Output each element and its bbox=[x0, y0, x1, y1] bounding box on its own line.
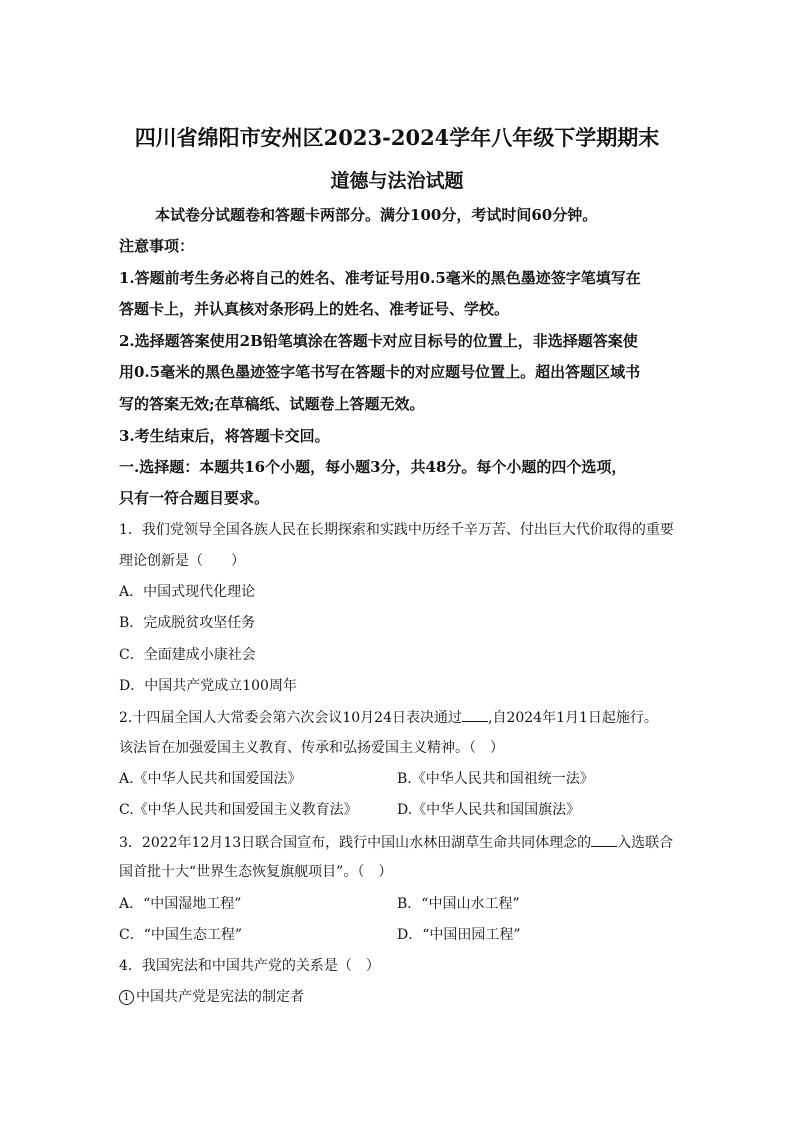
question-1-option-b: B．完成脱贫攻坚任务 bbox=[119, 615, 256, 631]
question-2-stem bbox=[119, 707, 658, 728]
question-4-item bbox=[119, 987, 304, 1007]
circled-number: 1 bbox=[119, 990, 134, 1005]
question-3-stem: 国首批十大“世界生态恢复旗舰项目”。（ ） bbox=[119, 864, 393, 880]
question-1-stem: 1．我们党领导全国各族人民在长期探索和实践中历经千辛万苦、付出巨大代价取得的重要 bbox=[119, 522, 674, 538]
question-3-option-c: C．“中国生态工程” bbox=[119, 927, 243, 943]
question-1-option-c: C．全面建成小康社会 bbox=[119, 647, 256, 663]
notice-line: 写的答案无效;在草稿纸、试题卷上答题无效。 bbox=[119, 395, 425, 413]
exam-subtitle: 道德与法治试题 bbox=[330, 170, 464, 192]
question-3-stem-part: 入选联合 bbox=[617, 835, 674, 851]
question-3-option-a: A．“中国湿地工程” bbox=[119, 896, 242, 912]
notice-line: 用0.5毫米的黑色墨迹签字笔书写在答题卡的对应题号位置上。超出答题区域书 bbox=[119, 363, 641, 381]
notice-heading: 注意事项： bbox=[119, 237, 195, 255]
section-heading: 一.选择题：本题共16个小题，每小题3分，共48分。每个小题的四个选项， bbox=[119, 458, 627, 476]
question-2-stem-part: ,自2024年1月1日起施行。 bbox=[488, 710, 658, 726]
question-1-option-d: D．中国共产党成立100周年 bbox=[119, 678, 297, 694]
section-heading: 只有一符合题目要求。 bbox=[119, 489, 270, 507]
question-2-stem: 该法旨在加强爱国主义教育、传承和弘扬爱国主义精神。（ ） bbox=[119, 740, 504, 756]
question-1-stem: 理论创新是（ ） bbox=[119, 553, 245, 569]
answer-blank bbox=[462, 707, 488, 722]
question-3-stem bbox=[119, 832, 673, 853]
notice-line: 2.选择题答案使用2B铅笔填涂在答题卡对应目标号的位置上，非选择题答案使 bbox=[119, 332, 638, 350]
notice-line: 3.考生结束后，将答题卡交回。 bbox=[119, 427, 330, 445]
exam-title: 四川省绵阳市安州区2023-2024学年八年级下学期期末 bbox=[134, 125, 660, 150]
intro-text: 本试卷分试题卷和答题卡两部分。满分100分，考试时间60分钟。 bbox=[155, 206, 598, 224]
question-2-option-a: A.《中华人民共和国爱国法》 bbox=[119, 771, 302, 787]
question-2-option-c: C.《中华人民共和国爱国主义教育法》 bbox=[119, 802, 358, 818]
question-3-option-b: B．“中国山水工程” bbox=[397, 896, 520, 912]
notice-line: 1.答题前考生务必将自己的姓名、准考证号用0.5毫米的黑色墨迹签字笔填写在 bbox=[119, 269, 641, 287]
question-2-option-d: D.《中华人民共和国国旗法》 bbox=[397, 802, 581, 818]
question-3-stem-part: 3．2022年12月13日联合国宣布，践行中国山水林田湖草生命共同体理念的 bbox=[119, 835, 592, 851]
question-2-stem-part: 2.十四届全国人大常委会第六次会议10月24日表决通过 bbox=[119, 710, 462, 726]
question-4-stem: 4．我国宪法和中国共产党的关系是（ ） bbox=[119, 958, 380, 974]
answer-blank bbox=[591, 832, 617, 847]
question-1-option-a: A．中国式现代化理论 bbox=[119, 584, 256, 600]
question-2-option-b: B.《中华人民共和国祖统一法》 bbox=[397, 771, 594, 787]
notice-line: 答题卡上，并认真核对条形码上的姓名、准考证号、学校。 bbox=[119, 300, 510, 318]
question-3-option-d: D．“中国田园工程” bbox=[397, 927, 521, 943]
question-4-item-text: 中国共产党是宪法的制定者 bbox=[136, 989, 304, 1005]
